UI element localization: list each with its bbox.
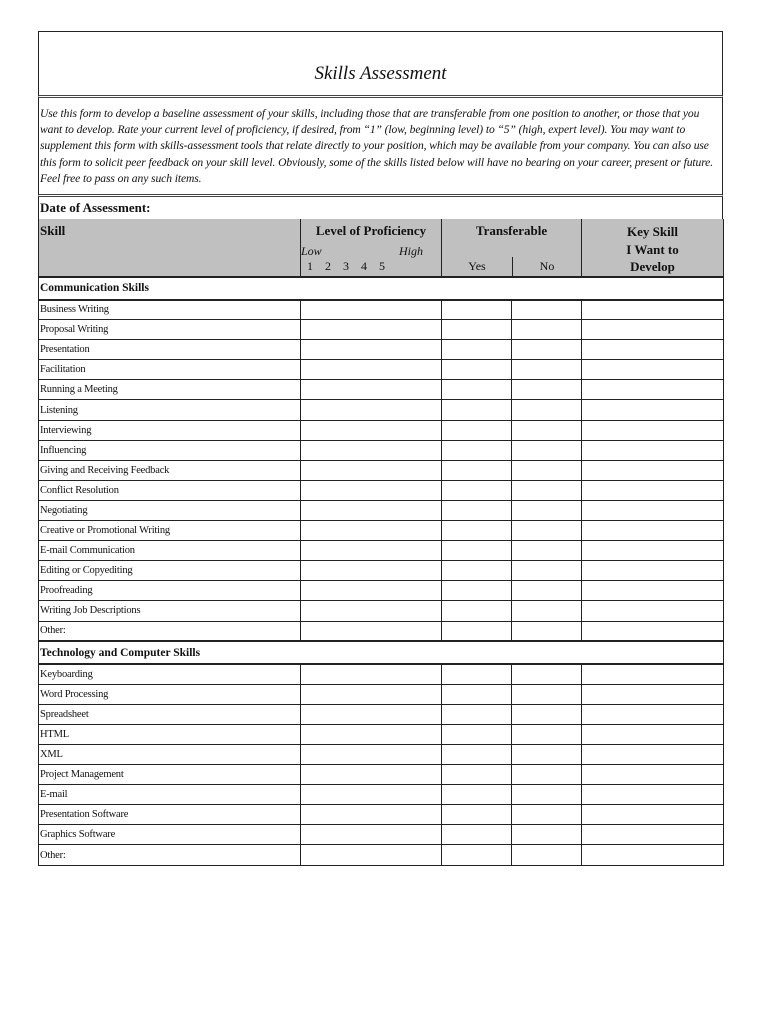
- key-skill-cell[interactable]: [582, 744, 724, 764]
- table-row: [39, 541, 724, 561]
- transferable-no-cell[interactable]: [512, 541, 582, 561]
- skill-label: Proposal Writing: [39, 320, 301, 340]
- skill-label: Editing or Copyediting: [39, 561, 301, 581]
- table-row: [39, 621, 724, 641]
- skill-label: Presentation: [39, 340, 301, 360]
- transferable-yes-cell[interactable]: [442, 621, 512, 641]
- high-label: High: [399, 244, 423, 259]
- transferable-yes-cell[interactable]: [442, 440, 512, 460]
- key-skill-cell[interactable]: [582, 684, 724, 704]
- proficiency-cell[interactable]: [301, 500, 442, 520]
- transferable-yes-cell[interactable]: [442, 500, 512, 520]
- proficiency-cell[interactable]: [301, 581, 442, 601]
- skill-label: Spreadsheet: [39, 704, 301, 724]
- table-row: [39, 300, 724, 320]
- proficiency-cell[interactable]: [301, 744, 442, 764]
- transferable-no-cell[interactable]: [512, 805, 582, 825]
- proficiency-cell[interactable]: [301, 621, 442, 641]
- key-skill-cell[interactable]: [582, 440, 724, 460]
- key-skill-cell[interactable]: [582, 320, 724, 340]
- transferable-yes-cell[interactable]: [442, 300, 512, 320]
- skill-label: HTML: [39, 724, 301, 744]
- table-row: [39, 460, 724, 480]
- transferable-no-cell[interactable]: [512, 460, 582, 480]
- skill-label: Keyboarding: [39, 664, 301, 684]
- transferable-column-header: [442, 219, 582, 277]
- table-row: [39, 561, 724, 581]
- proficiency-cell[interactable]: [301, 340, 442, 360]
- transferable-yes-cell[interactable]: [442, 340, 512, 360]
- section-header: [39, 277, 724, 300]
- proficiency-title: Level of Proficiency: [315, 223, 427, 239]
- transferable-no-cell[interactable]: [512, 704, 582, 724]
- table-row: [39, 420, 724, 440]
- table-row: [39, 684, 724, 704]
- transferable-yes-cell[interactable]: [442, 581, 512, 601]
- proficiency-cell[interactable]: [301, 460, 442, 480]
- key-skill-cell[interactable]: [582, 805, 724, 825]
- transferable-no-cell[interactable]: [512, 320, 582, 340]
- skill-label: Business Writing: [39, 300, 301, 320]
- key-skill-cell[interactable]: [582, 601, 724, 621]
- proficiency-cell[interactable]: [301, 400, 442, 420]
- table-row: [39, 724, 724, 744]
- proficiency-cell[interactable]: [301, 480, 442, 500]
- transferable-no-cell[interactable]: [512, 845, 582, 865]
- key-skill-cell[interactable]: [582, 581, 724, 601]
- transferable-yes-cell[interactable]: [442, 601, 512, 621]
- key-skill-cell[interactable]: [582, 400, 724, 420]
- transferable-no-cell[interactable]: [512, 521, 582, 541]
- table-row: [39, 480, 724, 500]
- transferable-no-cell[interactable]: [512, 420, 582, 440]
- proficiency-cell[interactable]: [301, 704, 442, 724]
- table-row: [39, 521, 724, 541]
- transferable-no-cell[interactable]: [512, 664, 582, 684]
- proficiency-cell[interactable]: [301, 561, 442, 581]
- transferable-yes-cell[interactable]: [442, 684, 512, 704]
- key-skill-cell[interactable]: [582, 724, 724, 744]
- key-skill-cell[interactable]: [582, 420, 724, 440]
- key-skill-cell[interactable]: [582, 664, 724, 684]
- key-skill-cell[interactable]: [582, 541, 724, 561]
- transferable-no-cell[interactable]: [512, 744, 582, 764]
- proficiency-cell[interactable]: [301, 845, 442, 865]
- table-row: [39, 340, 724, 360]
- yes-label: Yes: [468, 259, 486, 274]
- key-skill-line2: I Want to: [626, 241, 679, 257]
- proficiency-cell[interactable]: [301, 785, 442, 805]
- table-row: [39, 765, 724, 785]
- proficiency-cell[interactable]: [301, 300, 442, 320]
- key-skill-cell[interactable]: [582, 765, 724, 785]
- transferable-yes-cell[interactable]: [442, 521, 512, 541]
- table-row: [39, 581, 724, 601]
- proficiency-cell[interactable]: [301, 320, 442, 340]
- date-label: Date of Assessment:: [40, 200, 151, 216]
- transferable-no-cell[interactable]: [512, 340, 582, 360]
- table-row: [39, 785, 724, 805]
- skill-label: Giving and Receiving Feedback: [39, 460, 301, 480]
- transferable-yes-cell[interactable]: [442, 480, 512, 500]
- transferable-no-cell[interactable]: [512, 621, 582, 641]
- key-skill-cell[interactable]: [582, 360, 724, 380]
- transferable-no-cell[interactable]: [512, 360, 582, 380]
- skill-label: Writing Job Descriptions: [39, 601, 301, 621]
- transferable-title: Transferable: [475, 223, 548, 239]
- table-row: [39, 601, 724, 621]
- proficiency-cell[interactable]: [301, 664, 442, 684]
- proficiency-cell[interactable]: [301, 420, 442, 440]
- transferable-no-cell[interactable]: [512, 480, 582, 500]
- transferable-yes-cell[interactable]: [442, 805, 512, 825]
- transferable-yes-cell[interactable]: [442, 825, 512, 845]
- transferable-no-cell[interactable]: [512, 581, 582, 601]
- transferable-yes-cell[interactable]: [442, 765, 512, 785]
- skill-label: Listening: [39, 400, 301, 420]
- title-box: [38, 31, 723, 98]
- transferable-yes-cell[interactable]: [442, 541, 512, 561]
- proficiency-cell[interactable]: [301, 724, 442, 744]
- skills-assessment-form: [38, 31, 723, 866]
- table-row: [39, 744, 724, 764]
- skill-label: Influencing: [39, 440, 301, 460]
- proficiency-column-header: [301, 219, 442, 277]
- transferable-no-cell[interactable]: [512, 440, 582, 460]
- transferable-yes-cell[interactable]: [442, 400, 512, 420]
- transferable-no-cell[interactable]: [512, 601, 582, 621]
- transferable-yes-cell[interactable]: [442, 845, 512, 865]
- table-row: [39, 664, 724, 684]
- transferable-yes-cell[interactable]: [442, 561, 512, 581]
- skill-label: Other:: [39, 845, 301, 865]
- transferable-yes-cell[interactable]: [442, 704, 512, 724]
- transferable-no-cell[interactable]: [512, 400, 582, 420]
- key-skill-column-header: [582, 219, 724, 277]
- date-of-assessment[interactable]: [38, 197, 723, 219]
- no-label: No: [539, 259, 555, 274]
- skill-label: Conflict Resolution: [39, 480, 301, 500]
- skill-label: Facilitation: [39, 360, 301, 380]
- key-skill-cell[interactable]: [582, 704, 724, 724]
- key-skill-cell[interactable]: [582, 380, 724, 400]
- skill-label: Word Processing: [39, 684, 301, 704]
- key-skill-cell[interactable]: [582, 521, 724, 541]
- proficiency-cell[interactable]: [301, 440, 442, 460]
- transferable-yes-cell[interactable]: [442, 785, 512, 805]
- skill-label: XML: [39, 744, 301, 764]
- transferable-yes-cell[interactable]: [442, 664, 512, 684]
- proficiency-cell[interactable]: [301, 684, 442, 704]
- transferable-no-cell[interactable]: [512, 684, 582, 704]
- skill-label: Negotiating: [39, 500, 301, 520]
- transferable-no-cell[interactable]: [512, 724, 582, 744]
- low-label: Low: [301, 244, 322, 259]
- key-skill-cell[interactable]: [582, 500, 724, 520]
- key-skill-line1: Key Skill: [627, 224, 678, 240]
- proficiency-cell[interactable]: [301, 825, 442, 845]
- table-row: [39, 380, 724, 400]
- transferable-yes-cell[interactable]: [442, 320, 512, 340]
- skill-label: E-mail Communication: [39, 541, 301, 561]
- transferable-no-cell[interactable]: [512, 765, 582, 785]
- proficiency-cell[interactable]: [301, 360, 442, 380]
- transferable-yes-cell[interactable]: [442, 744, 512, 764]
- table-row: [39, 500, 724, 520]
- transferable-no-cell[interactable]: [512, 500, 582, 520]
- table-row: [39, 825, 724, 845]
- table-row: [39, 360, 724, 380]
- skill-label: Presentation Software: [39, 805, 301, 825]
- key-skill-cell[interactable]: [582, 845, 724, 865]
- table-row: [39, 400, 724, 420]
- table-row: [39, 440, 724, 460]
- skills-table: [38, 219, 724, 866]
- transferable-no-cell[interactable]: [512, 300, 582, 320]
- transferable-yes-cell[interactable]: [442, 380, 512, 400]
- proficiency-scale: 1 2 3 4 5: [307, 259, 385, 274]
- skill-column-header: Skill: [39, 219, 301, 277]
- transferable-yes-cell[interactable]: [442, 360, 512, 380]
- key-skill-cell[interactable]: [582, 340, 724, 360]
- transferable-yes-cell[interactable]: [442, 724, 512, 744]
- skill-label: E-mail: [39, 785, 301, 805]
- skill-label: Other:: [39, 621, 301, 641]
- skill-label: Graphics Software: [39, 825, 301, 845]
- section-title: Communication Skills: [39, 277, 724, 300]
- intro-text: Use this form to develop a baseline assessment of your skills, including those that are transferable from one position to another, or those that you want to develop. Rate your current level of proficiency, if desired, from “1” (low, beginning level) to “5” (high, expert level). You may want to supplement this form with skills-assessment tools that relate directly to your position, which may be available from your company. You can also use this form to solicit peer feedback on your skill level. Obviously, some of the skills listed below will have no bearing on your career, present or future. Feel free to pass on any such items.: [38, 98, 723, 197]
- skill-label: Creative or Promotional Writing: [39, 521, 301, 541]
- key-skill-line3: Develop: [630, 259, 675, 275]
- section-header: [39, 641, 724, 664]
- table-row: [39, 704, 724, 724]
- page-title: Skills Assessment: [314, 63, 447, 84]
- key-skill-cell[interactable]: [582, 621, 724, 641]
- table-row: [39, 845, 724, 865]
- key-skill-cell[interactable]: [582, 460, 724, 480]
- key-skill-cell[interactable]: [582, 300, 724, 320]
- transferable-no-cell[interactable]: [512, 785, 582, 805]
- transferable-no-cell[interactable]: [512, 380, 582, 400]
- section-title: Technology and Computer Skills: [39, 641, 724, 664]
- proficiency-cell[interactable]: [301, 541, 442, 561]
- skill-label: Running a Meeting: [39, 380, 301, 400]
- key-skill-cell[interactable]: [582, 785, 724, 805]
- key-skill-cell[interactable]: [582, 480, 724, 500]
- proficiency-cell[interactable]: [301, 601, 442, 621]
- skill-label: Project Management: [39, 765, 301, 785]
- proficiency-cell[interactable]: [301, 805, 442, 825]
- transferable-yes-cell[interactable]: [442, 460, 512, 480]
- transferable-yes-cell[interactable]: [442, 420, 512, 440]
- key-skill-cell[interactable]: [582, 825, 724, 845]
- proficiency-cell[interactable]: [301, 380, 442, 400]
- proficiency-cell[interactable]: [301, 765, 442, 785]
- table-row: [39, 320, 724, 340]
- proficiency-cell[interactable]: [301, 521, 442, 541]
- transferable-no-cell[interactable]: [512, 561, 582, 581]
- key-skill-cell[interactable]: [582, 561, 724, 581]
- skill-label: Proofreading: [39, 581, 301, 601]
- transferable-no-cell[interactable]: [512, 825, 582, 845]
- table-row: [39, 805, 724, 825]
- skill-label: Interviewing: [39, 420, 301, 440]
- table-header: [39, 219, 724, 277]
